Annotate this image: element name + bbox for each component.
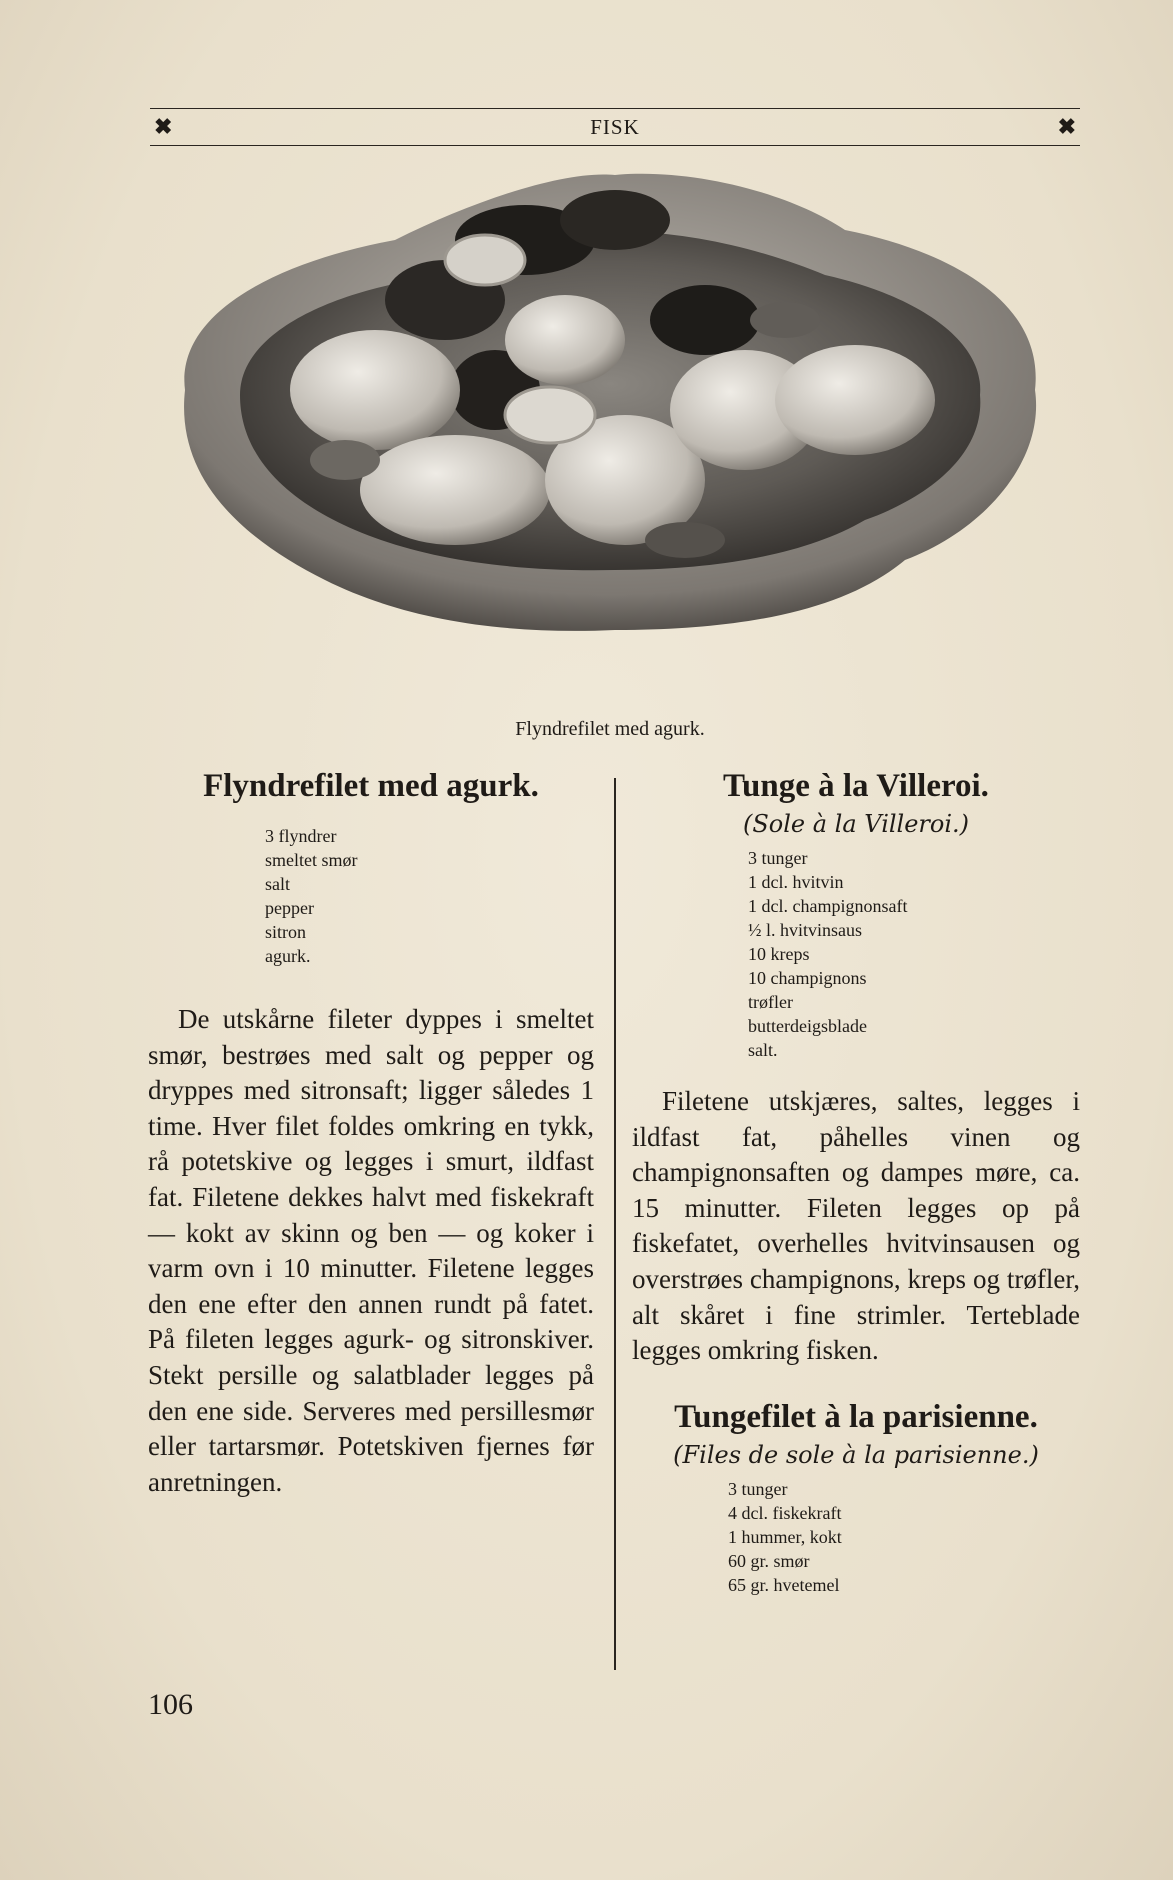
- ingredient-item: 4 dcl. fiskekraft: [728, 1502, 842, 1523]
- right-column: [632, 766, 1080, 1597]
- ingredient-item: 10 champignons: [748, 968, 867, 988]
- ingredient-item: butterdeigsblade: [748, 1016, 867, 1036]
- ingredient-item: 1 dcl. hvitvin: [748, 872, 844, 892]
- ingredient-item: 1 hummer, kokt: [728, 1526, 842, 1547]
- ingredient-item: 3 flyndrer: [265, 826, 337, 846]
- column-divider: [614, 778, 616, 1670]
- recipe-title: Tunge à la Villeroi.: [723, 768, 989, 804]
- left-column: [148, 766, 594, 1500]
- recipe-title: Tungefilet à la parisienne.: [674, 1398, 1038, 1435]
- ingredient-item: smeltet smør: [265, 850, 358, 870]
- recipe-instructions: Filetene utskjæres, saltes, legges i ildfast fat, påhelles vinen og champignonsaften og dampes møre, ca. 15 minutter. Fileten legges op på fiskefatet, overhelles hvitvinsausen og overstrøes champignons, kreps og trøfler, alt skåret i fine strimler. Terteblade legges omkring fisken.: [632, 1086, 1080, 1366]
- running-header: [150, 108, 1080, 146]
- recipe-title: Flyndrefilet med agurk.: [203, 768, 539, 804]
- ingredient-list: [748, 846, 1080, 1062]
- ingredient-item: 60 gr. smør: [728, 1550, 810, 1571]
- ingredient-item: trøfler: [748, 992, 793, 1012]
- ingredient-item: 65 gr. hvetemel: [728, 1574, 840, 1595]
- ingredient-item: ½ l. hvitvinsaus: [748, 920, 863, 940]
- recipe-instructions: De utskårne fileter dyppes i smeltet smør, bestrøes med salt og pepper og dryppes med sitronsaft; ligger således 1 time. Hver filet foldes omkring en tykk, rå potetskive og legges i smurt, ildfast fat. Filetene dekkes halvt med fiskekraft — kokt av skinn og ben — og koker i varm ovn i 10 minutter. Filetene legges den ene efter den annen rundt på fatet. På fileten legges agurk- og sitronskiver. Stekt persille og salatblader legges på den ene side. Serveres med persillesmør eller tartarsmør. Potetskiven fjernes før anretningen.: [148, 1004, 594, 1497]
- recipe-subtitle: (Sole à la Villeroi.): [742, 810, 970, 838]
- ingredient-item: agurk.: [265, 946, 311, 966]
- ingredient-list: [728, 1477, 1080, 1597]
- ingredient-item: 3 tunger: [728, 1478, 788, 1499]
- ornament-left-icon: ✖: [154, 114, 173, 140]
- ingredient-list: [265, 824, 594, 968]
- page-number: 106: [148, 1688, 193, 1721]
- ingredient-item: 1 dcl. champignonsaft: [748, 896, 908, 916]
- ingredient-item: sitron: [265, 922, 307, 942]
- ingredient-item: 10 kreps: [748, 944, 810, 964]
- section-title: FISK: [590, 114, 640, 139]
- ornament-right-icon: ✖: [1057, 114, 1076, 140]
- dish-photo: [145, 160, 1070, 700]
- photo-caption: Flyndrefilet med agurk.: [515, 718, 705, 740]
- recipe-subtitle: (Files de sole à la parisienne.): [673, 1440, 1039, 1469]
- ingredient-item: salt.: [748, 1040, 778, 1060]
- ingredient-item: pepper: [265, 898, 314, 918]
- ingredient-item: salt: [265, 874, 290, 894]
- ingredient-item: 3 tunger: [748, 848, 808, 868]
